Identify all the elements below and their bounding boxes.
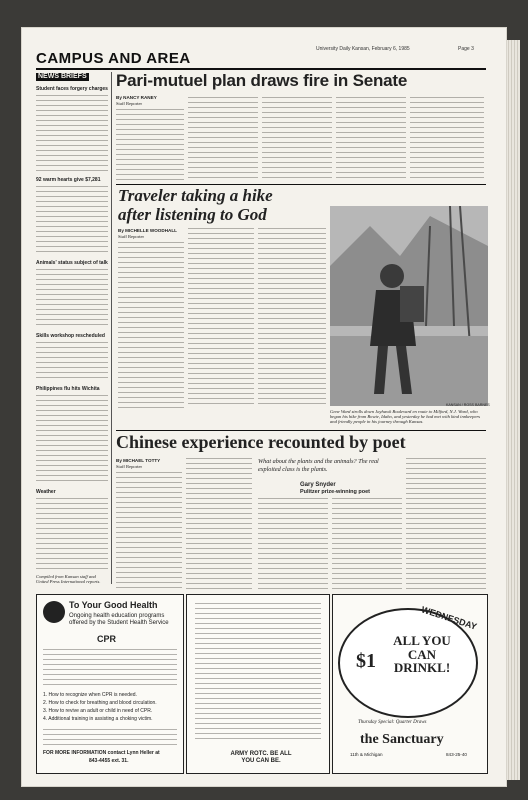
- story2-byline-role: Staff Reporter: [118, 234, 145, 239]
- story1-body: [410, 97, 484, 181]
- photo-credit: KANSAN / ROSS BARNES: [446, 403, 490, 407]
- brief-body: [36, 395, 108, 485]
- story2-headline: after listening to God: [118, 205, 267, 224]
- sanctuary-name: the Sanctuary: [360, 732, 444, 747]
- health-ad-list-item: 2. How to check for breathing and blood circulation.: [43, 700, 157, 706]
- pull-quote-name: Gary Snyder: [300, 482, 336, 488]
- column-divider: [111, 72, 112, 584]
- pull-quote: What about the plants and the animals? The real exploited class is the plants.: [258, 458, 379, 473]
- brief-body: [36, 269, 108, 329]
- sanctuary-price: $1: [356, 650, 376, 672]
- story3-body: [406, 458, 486, 590]
- brief-title: Weather: [36, 489, 56, 495]
- story1-byline: By NANCY RANEY: [116, 95, 157, 100]
- health-service-logo: [43, 601, 65, 623]
- brief-title: Philippines flu hits Wichita: [36, 386, 100, 392]
- health-ad-subtitle: Ongoing health education programs offered by the Student Health Service: [69, 613, 169, 626]
- health-ad-list-item: 4. Additional training in assisting a choking victim.: [43, 716, 153, 722]
- sanctuary-phone: 843-25-40: [446, 752, 467, 757]
- army-rotc-ad: [186, 594, 330, 774]
- health-ad-title: To Your Good Health: [69, 600, 158, 610]
- brief-body: [36, 498, 108, 570]
- page-number: Page 3: [458, 46, 474, 52]
- story1-byline-role: Staff Reporter: [116, 101, 143, 106]
- hiker-photo: [330, 206, 488, 406]
- story1-body: [116, 109, 184, 181]
- story2-body: [258, 228, 326, 408]
- health-ad-footer: FOR MORE INFORMATION contact Lynn Heller at: [43, 750, 160, 756]
- health-ad-phone: 843-4455 ext. 31.: [89, 758, 129, 764]
- news-briefs-heading: NEWS BRIEFS: [38, 73, 87, 80]
- health-ad-list-item: 1. How to recognize when CPR is needed.: [43, 692, 137, 698]
- story3-body: [186, 458, 252, 590]
- health-ad-note: [43, 729, 177, 745]
- section-title: CAMPUS AND AREA: [36, 50, 191, 67]
- stacked-pages-edge: [506, 40, 520, 780]
- sanctuary-tagline: ALL YOU CAN DRINKL!: [393, 633, 451, 676]
- story-rule: [116, 184, 486, 185]
- brief-body: [36, 95, 108, 173]
- sanctuary-address: 11th & Michigan: [350, 752, 383, 757]
- section-rule: [36, 68, 486, 70]
- story-rule: [116, 430, 486, 431]
- story3-body: [258, 498, 328, 590]
- story1-body: [336, 97, 406, 181]
- army-ad-slogan: ARMY ROTC. BE ALL YOU CAN BE.: [230, 751, 292, 764]
- story3-body: [116, 472, 182, 590]
- pull-quote-title: Pulitzer prize-winning poet: [300, 489, 370, 495]
- folio-line: University Daily Kansan, February 6, 1985: [316, 46, 410, 52]
- story2-body: [118, 242, 184, 408]
- story3-body: [332, 498, 402, 590]
- health-ad-section: CPR: [97, 634, 117, 644]
- brief-body: [36, 342, 108, 382]
- briefs-footer: Compiled from Kansan staff and United Press International reports.: [36, 574, 101, 585]
- brief-title: Animals' status subject of talk: [36, 260, 108, 266]
- health-ad-list-item: 3. How to revive an adult or child in need of CPR.: [43, 708, 153, 714]
- brief-title: Skills workshop rescheduled: [36, 333, 105, 339]
- brief-title: Student faces forgery charges: [36, 86, 108, 92]
- sanctuary-day: WEDNESDAY: [420, 604, 479, 632]
- brief-title: 92 warm hearts give $7,281: [36, 177, 101, 183]
- story2-byline: By MICHELLE WOODHALL: [118, 228, 177, 233]
- story2-body: [188, 228, 254, 408]
- story3-byline-role: Staff Reporter: [116, 464, 143, 469]
- story3-headline: Chinese experience recounted by poet: [116, 432, 406, 452]
- story1-body: [188, 97, 258, 181]
- army-ad-body: [195, 603, 321, 743]
- story3-byline: By MICHAEL TOTTY: [116, 458, 161, 463]
- health-ad: [36, 594, 184, 774]
- sanctuary-special: Thursday Special: Quarter Draws: [358, 720, 427, 725]
- story1-body: [262, 97, 332, 181]
- story2-headline: Traveler taking a hike: [118, 186, 273, 205]
- health-ad-body: [43, 649, 177, 689]
- story1-headline: Pari-mutuel plan draws fire in Senate: [116, 71, 408, 90]
- photo-caption: Gene Ward strolls down Jayhawk Boulevard en route to Milford, N.J. Ward, who began his hike from Bowie, Idaho, and yesterday he had met with kind innkeepers and friendly people in his journey through Kansas.: [330, 409, 481, 425]
- brief-body: [36, 186, 108, 256]
- hiker-photo-illustration: [330, 206, 488, 406]
